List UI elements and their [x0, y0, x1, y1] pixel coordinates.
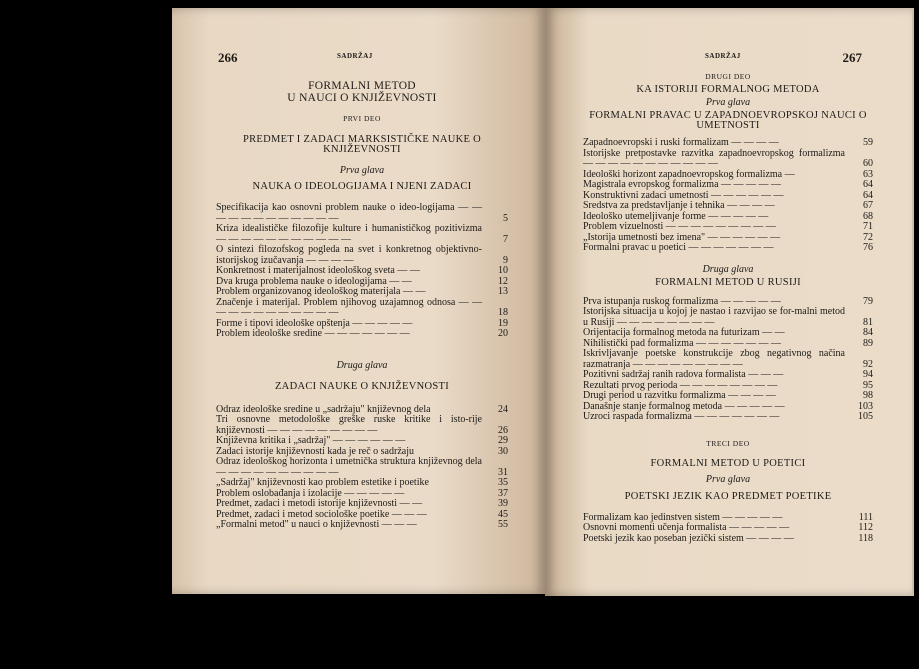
toc-entry-title: Problem ideološke sredine — — — — — — — — [216, 328, 410, 339]
toc-entry-page: 64 — [863, 179, 873, 190]
toc-entry-title: Problem organizovanog ideološkog materijala — — — [216, 286, 426, 297]
toc-entry — [216, 415, 508, 436]
toc-entry — [216, 436, 508, 447]
toc-entry-page: 60 — [863, 158, 873, 169]
toc-entry — [216, 457, 508, 478]
toc-entry-title: Drugi period u razvitku formalizma — — — — — [583, 390, 776, 401]
toc-entry — [216, 224, 508, 245]
toc-entry — [216, 287, 508, 298]
toc-entry-page: 84 — [863, 327, 873, 338]
toc-entry — [583, 349, 873, 370]
toc-entry-page: 30 — [498, 445, 508, 457]
part-label: TRECI DEO — [706, 438, 750, 448]
toc-entry-title: Današnje stanje formalnog metoda — — — — — — [583, 400, 785, 412]
toc-entry — [583, 180, 873, 191]
toc-entry-title: „Sadržaj" književnosti kao problem estetike i poetike — [216, 477, 429, 488]
chapter-title: NAUKA O IDEOLOGIJAMA I NJENI ZADACI — [252, 181, 472, 192]
toc-entry — [216, 329, 508, 340]
toc-entry-title: Orijentacija formalnog metoda na futurizam — — — [583, 327, 785, 338]
toc-entry-page: 79 — [863, 295, 873, 307]
toc-entry-title: Prva istupanja ruskog formalizma — — — — — — [583, 295, 781, 307]
toc-entry-title: Konstruktivni zadaci umetnosti — — — — — — — [583, 189, 784, 201]
toc-entry-page: 95 — [863, 379, 873, 391]
toc-entry-page: 35 — [498, 477, 508, 488]
toc-entry-page: 20 — [498, 328, 508, 339]
part-label: DRUGI DEO — [705, 72, 751, 81]
toc-entry-page: 5 — [503, 212, 508, 224]
toc-entry-page: 92 — [863, 358, 873, 370]
toc-entry-title: Iskrivljavanje poetske konstrukcije zbog negativnog načina razmatranja — — — — — — — — — — [583, 348, 845, 370]
toc-entry — [583, 222, 873, 233]
toc-entry-page: 98 — [863, 390, 873, 401]
part-title: FORMALNI METOD U POETICI — [650, 457, 806, 469]
toc-entry-title: Predmet, zadaci i metodi istorije književnosti — — — [216, 498, 423, 509]
toc-entry-title: Problem vizuelnosti — — — — — — — — — — [583, 221, 776, 232]
toc-list — [216, 405, 508, 531]
chapter-label: Druga glava — [702, 263, 754, 275]
chapter-title: FORMALNI METOD U RUSIJI — [655, 276, 801, 288]
left-page — [172, 8, 545, 594]
toc-entry — [583, 149, 873, 170]
toc-entry-title: Forme i tipovi ideološke opštenja — — — — — — [216, 317, 413, 329]
toc-entry-page: 12 — [498, 275, 508, 287]
toc-entry-page: 9 — [503, 254, 508, 266]
toc-entry-page: 71 — [863, 221, 873, 232]
book-title: FORMALNI METOD U NAUCI O KNJIŽEVNOSTI — [287, 80, 437, 104]
toc-entry-title: Rezultati prvog perioda — — — — — — — — — [583, 379, 778, 391]
chapter-label: Prva glava — [339, 165, 385, 176]
toc-entry — [216, 478, 508, 489]
toc-list — [583, 138, 873, 254]
toc-entry-page: 26 — [498, 424, 508, 436]
toc-entry — [583, 370, 873, 381]
part-title: PREDMET I ZADACI MARKSISTIČKE NAUKE O KNJIŽEVNOSTI — [242, 134, 482, 155]
toc-entry-title: Istorijske pretpostavke razvitka zapadnoevropskog formalizma — — — — — — — — — — — — [583, 147, 845, 169]
toc-entry — [216, 245, 508, 266]
toc-entry-page: 112 — [858, 522, 873, 533]
running-head: SADRŽAJ — [337, 52, 373, 60]
toc-entry-title: Problem oslobađanja i izolacije — — — — — — [216, 487, 405, 499]
toc-entry-title: Osnovni momenti učenja formalista — — — — — — [583, 522, 790, 533]
toc-entry — [583, 201, 873, 212]
toc-list — [583, 513, 873, 545]
toc-entry-page: 76 — [863, 242, 873, 253]
toc-entry — [216, 266, 508, 277]
toc-entry-title: Nihilistički pad formalizma — — — — — — — — [583, 337, 782, 349]
toc-entry-page: 18 — [498, 307, 508, 318]
toc-entry-title: Dva kruga problema nauke o ideologijama — — — [216, 275, 412, 287]
page-number: 266 — [218, 50, 238, 65]
toc-entry-title: „Istorija umetnosti bez imena" — — — — — — — [583, 231, 781, 243]
toc-entry-page: 103 — [858, 400, 873, 412]
toc-entry-title: Književna kritika i „sadržaj" — — — — — — — [216, 435, 406, 446]
part-title: KA ISTORIJI FORMALNOG METODA — [636, 84, 820, 95]
toc-list — [583, 297, 873, 423]
toc-entry — [216, 203, 508, 224]
toc-entry-page: 72 — [863, 231, 873, 243]
right-page-content — [583, 70, 873, 544]
toc-entry-page: 105 — [858, 411, 873, 422]
toc-entry-title: Pozitivni sadržaj ranih radova formalista — — — — [583, 369, 784, 380]
chapter-title: ZADACI NAUKE O KNJIŽEVNOSTI — [274, 380, 450, 392]
toc-entry-title: Uzroci raspada formalizma — — — — — — — — [583, 411, 780, 422]
chapter-title: POETSKI JEZIK KAO PREDMET POETIKE — [624, 490, 832, 502]
toc-entry-page: 39 — [498, 498, 508, 509]
toc-entry-page: 31 — [498, 466, 508, 478]
toc-entry-page: 111 — [858, 511, 873, 523]
toc-entry-page: 67 — [863, 200, 873, 211]
toc-list — [216, 203, 508, 340]
chapter-label: Druga glava — [336, 359, 388, 371]
toc-entry-title: Odraz ideološke sredine u „sadržaju" književnog dela — [216, 403, 431, 415]
running-head: SADRŽAJ — [705, 52, 741, 60]
toc-entry-title: Konkretnost i materijalnost ideološkog sveta — — — [216, 265, 420, 276]
toc-entry-page: 63 — [863, 168, 873, 180]
toc-entry — [583, 307, 873, 328]
toc-entry-page: 37 — [498, 487, 508, 499]
left-page-content — [216, 70, 508, 531]
toc-entry-title: Zapadnoevropski i ruski formalizam — — — — — [583, 137, 779, 148]
toc-entry-page: 118 — [858, 532, 873, 544]
toc-entry-page: 13 — [498, 286, 508, 297]
toc-entry-page: 45 — [498, 508, 508, 520]
toc-entry — [216, 499, 508, 510]
toc-entry — [583, 391, 873, 402]
toc-entry-page: 19 — [498, 317, 508, 329]
toc-entry-title: Ideološki horizont zapadnoevropskog formalizma — — [583, 168, 795, 180]
toc-entry-page: 24 — [498, 403, 508, 415]
toc-entry-title: Magistrala evropskog formalizma — — — — — — [583, 179, 782, 190]
toc-entry-page: 55 — [498, 519, 508, 530]
toc-entry — [583, 138, 873, 149]
toc-entry-page: 94 — [863, 369, 873, 380]
toc-entry-title: „Formalni metod" u nauci o književnosti — — — — [216, 519, 417, 530]
toc-entry-title: Istorijska situacija u kojoj je nastao i razvijao se for-malni metod u Rusiji — — — — — — — — — [583, 306, 845, 328]
toc-entry-page: 68 — [863, 210, 873, 222]
toc-entry — [583, 523, 873, 534]
toc-entry — [216, 520, 508, 531]
toc-entry-page: 81 — [863, 316, 873, 328]
toc-entry-title: Poetski jezik kao poseban jezički sistem — — — — — [583, 532, 794, 544]
toc-entry — [583, 328, 873, 339]
right-page — [545, 8, 914, 596]
toc-entry-title: Predmet, zadaci i metod sociološke poetike — — — — [216, 508, 427, 520]
toc-entry — [583, 534, 873, 545]
toc-entry-title: Značenje i materijal. Problem njihovog uzajamnog odnosa — — — — — — — — — — — — — [216, 296, 482, 318]
chapter-title: FORMALNI PRAVAC U ZAPADNOEVROPSKOJ NAUCI O UMETNOSTI — [589, 110, 867, 131]
toc-entry-page: 29 — [498, 435, 508, 446]
toc-entry-title: Odraz ideološkog horizonta i umetnička struktura književnog dela — — — — — — — — — — — [216, 456, 482, 478]
toc-entry-page: 89 — [863, 337, 873, 349]
toc-entry-title: O sintezi filozofskog pogleda na svet i konkretnog objektivno-istorijskog izučavanja — — — — — [216, 244, 482, 266]
chapter-label: Prva glava — [705, 473, 751, 485]
toc-entry-page: 64 — [863, 189, 873, 201]
toc-entry-page: 59 — [863, 137, 873, 148]
toc-entry-title: Formalizam kao jedinstven sistem — — — — — — [583, 511, 783, 523]
part-label: PRVI DEO — [343, 114, 381, 123]
toc-entry-page: 10 — [498, 265, 508, 276]
toc-entry-title: Formalni pravac u poetici — — — — — — — — [583, 242, 774, 253]
toc-entry — [216, 298, 508, 319]
toc-entry-title: Zadaci istorije književnosti kada je reč o sadržaju — [216, 445, 414, 457]
toc-entry-title: Tri osnovne metodološke greške ruske kritike i isto-rije književnosti — — — — — — — — — — [216, 414, 482, 436]
toc-entry-page: 7 — [503, 233, 508, 245]
toc-entry-title: Ideološko utemeljivanje forme — — — — — — [583, 210, 769, 222]
toc-entry-title: Specifikacija kao osnovni problem nauke o ideo-logijama — — — — — — — — — — — — — [216, 202, 482, 224]
toc-entry — [583, 243, 873, 254]
toc-entry — [583, 412, 873, 423]
page-number: 267 — [842, 50, 862, 65]
chapter-label: Prva glava — [705, 97, 751, 108]
toc-entry-title: Kriza idealističke filozofije kulture i humanističkog pozitivizma — — — — — — — — — — — — [216, 223, 482, 245]
toc-entry-title: Sredstva za predstavljanje i tehnika — — — — — [583, 200, 775, 211]
